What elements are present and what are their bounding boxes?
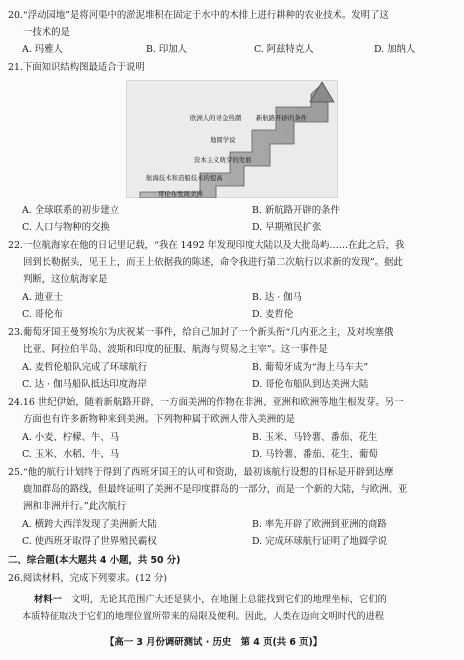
step-label-2: 航海技术和造船技术的提高	[146, 174, 223, 182]
q22-option-a: A. 迪亚士	[22, 292, 63, 303]
q21-option-c: C. 人口与物种的交换	[22, 222, 110, 233]
q24-stem-line-2: 方面也有许多新物种来到美洲。下列物种属于欧洲人带入美洲的是	[23, 414, 295, 425]
q24-option-b: B. 玉米、马铃薯、番茄、花生	[252, 432, 378, 443]
q23-stem-line-1: 23.葡萄牙国王曼努埃尔为庆祝某一事件，给自己加封了一个新头衔“几内亚之主，及对埃塞俄	[8, 327, 394, 338]
step-label-5: 欧洲人的寻金热潮	[190, 114, 242, 122]
q24-option-a: A. 小麦、柠檬、牛、马	[22, 432, 120, 443]
q23-option-a: A. 麦哲伦船队完成了环球航行	[22, 362, 148, 373]
q25-stem-line-3: 洲和非洲并行。”此次航行	[23, 501, 127, 512]
q26-material-line-1	[34, 594, 387, 606]
q21-option-a: A. 全球联系的初步建立	[22, 205, 120, 216]
q24-option-c: C. 玉米、水稻、牛、马	[22, 449, 120, 460]
q21-option-d: D. 早期殖民扩张	[252, 222, 322, 233]
q20-stem-line-2: 一技术的是	[23, 27, 70, 38]
q20-stem-line-1: 20.“浮动园地”是将河渠中的淤泥堆积在固定于水中的木排上进行耕种的农业技术。发明了这	[8, 10, 389, 21]
q22-option-c: C. 哥伦布	[22, 309, 63, 320]
q25-stem-line-2: 鹿加群岛的路线，但最终证明了美洲不是印度群岛的一部分，而是一个新的大陆，与欧洲、亚	[23, 484, 408, 495]
q22-stem-line-3: 判断，这位航海家是	[23, 274, 108, 285]
q25-option-c: C. 使西班牙取得了世界殖民霸权	[22, 536, 157, 547]
q20-option-a: A. 玛雅人	[22, 44, 63, 55]
step-label-1: 哥伦布发现美洲	[158, 190, 203, 198]
q22-stem-line-1: 22.一位航海家在他的日记里记载，“我在 1492 年发现印度大陆以及大批岛屿……在此之后，我	[8, 240, 405, 251]
q26-material-line-2: 本质特征取决于它们的地理位置所带来的局限及便利。因此，人类在迈向文明时代的进程	[22, 611, 385, 622]
q20-option-c: C. 阿兹特克人	[254, 44, 314, 55]
q24-stem-line-1: 24.16 世纪伊始，随着新航路开辟，一方面美洲的作物在非洲、亚洲和欧洲等地生根发芽。另一	[8, 397, 404, 408]
q22-option-b: B. 达 · 伽马	[252, 292, 302, 303]
q22-stem-line-2: 回到长勒据头，见王上，而王上依据我的陈述，命令我进行第二次航行以求新的发现”。据此	[23, 257, 403, 268]
q25-option-b: B. 率先开辟了欧洲到亚洲的商路	[252, 519, 387, 530]
section-2-heading: 二、综合题(本大题共 4 小题，共 50 分)	[8, 555, 181, 566]
q23-stem-line-2: 比亚、阿拉伯半岛、波斯和印度的征服、航海与贸易之主宰”。这一事件是	[23, 344, 328, 355]
q23-option-c: C. 达 · 伽马船队抵达印度海岸	[22, 379, 147, 390]
step-label-3: 资本主义萌芽的发展	[194, 156, 252, 164]
q22-option-d: D. 麦哲伦	[252, 309, 294, 320]
q25-option-a: A. 横跨大西洋发现了美洲新大陆	[22, 519, 157, 530]
q20-option-b: B. 印加人	[146, 44, 187, 55]
step-label-6: 新航路开辟的条件	[256, 114, 308, 122]
q24-option-d: D. 马铃薯、番茄、花生、葡萄	[252, 449, 378, 460]
step-label-4: 地圆学说	[210, 136, 236, 144]
q23-option-d: D. 哥伦布船队到达美洲大陆	[252, 379, 369, 390]
page-footer: 【高一 3 月份调研测试 · 历史 第 4 页(共 6 页)】	[105, 637, 323, 648]
q21-stem: 21.下面知识结构图最适合于说明	[8, 62, 145, 73]
q25-option-d: D. 完成环球航行证明了地圆学说	[252, 536, 388, 547]
material-text-1: 文明，无论其范围广大还是狭小，在地图上总能找到它们的地理坐标，它们的	[71, 594, 387, 605]
q25-stem-line-1: 25.“他的航行计划终于得到了西班牙国王的认可和资助，最初该航行设想的目标是开辟到达摩	[8, 467, 394, 478]
material-label: 材料一	[34, 594, 62, 605]
q26-stem: 26.阅读材料，完成下列要求。(12 分)	[8, 573, 168, 584]
q23-option-b: B. 葡萄牙成为“海上马车夫”	[252, 362, 369, 373]
knowledge-structure-diagram	[126, 80, 338, 198]
q21-option-b: B. 新航路开辟的条件	[252, 205, 340, 216]
q20-option-d: D. 加纳人	[374, 44, 416, 55]
